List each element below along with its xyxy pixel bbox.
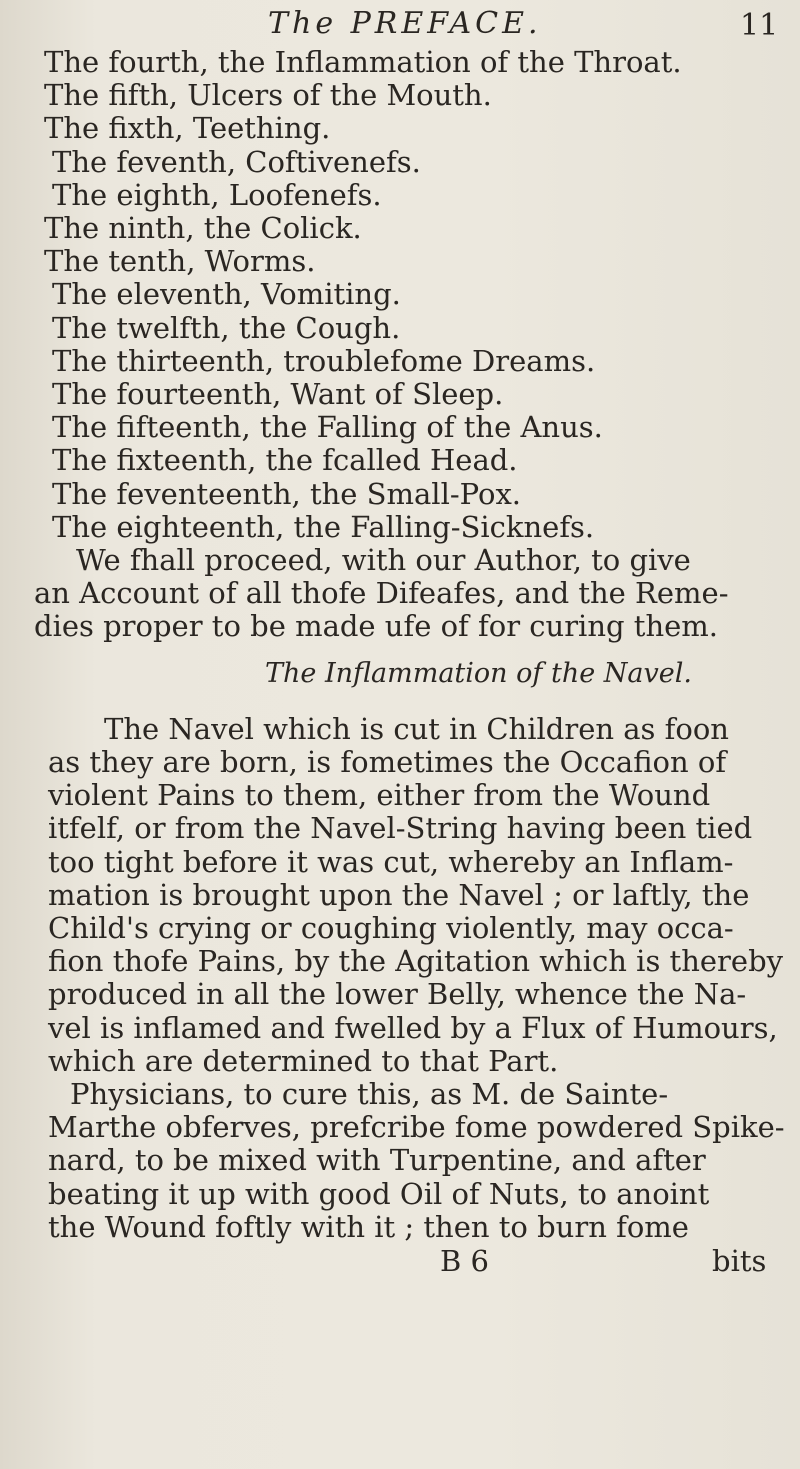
page-number: 11 [740,8,779,43]
text-line: vel is inflamed and fwelled by a Flux of Humours, [48,1010,778,1045]
list-item: The eleventh, Vomiting. [52,277,401,312]
text-line: which are determined to that Part. [48,1043,559,1078]
signature-mark: B 6 [440,1244,489,1278]
list-item: The ninth, the Colick. [44,211,362,245]
list-item: The fifth, Ulcers of the Mouth. [44,78,492,113]
text-line: nard, to be mixed with Turpentine, and after [48,1143,706,1178]
text-line: produced in all the lower Belly, whence the Na- [48,977,747,1012]
text-line: too tight before it was cut, whereby an Inflam- [48,844,734,879]
list-item: The fixteenth, the fcalled Head. [52,443,518,478]
list-item: The eighteenth, the Falling-Sicknefs. [52,509,595,544]
text-line: Physicians, to cure this, as M. de Sainte- [70,1077,669,1111]
list-item: The fifteenth, the Falling of the Anus. [52,410,603,445]
section-heading: The Inflammation of the Navel. [265,657,692,689]
list-item: The twelfth, the Cough. [52,310,401,345]
catchword: bits [712,1244,767,1278]
text-line: as they are born, is fometimes the Occafion of [48,745,727,779]
list-item: The eighth, Loofenefs. [52,177,382,212]
text-line: Child's crying or coughing violently, may occa- [48,911,734,945]
list-item: The fixth, Teething. [44,111,331,146]
text-line: beating it up with good Oil of Nuts, to anoint [48,1176,710,1211]
text-line: We fhall proceed, with our Author, to give [76,543,691,577]
text-line: itfelf, or from the Navel-String having been tied [48,811,753,846]
list-item: The tenth, Worms. [44,244,316,279]
running-head-title: The PREFACE. [268,6,542,41]
list-item: The thirteenth, troublefome Dreams. [52,343,596,378]
text-line: mation is brought upon the Navel ; or laftly, the [48,877,750,912]
text-line: the Wound foftly with it ; then to burn fome [48,1209,689,1244]
text-line: violent Pains to them, either from the Wound [48,778,711,813]
text-line: fion thofe Pains, by the Agitation which is thereby [48,944,784,979]
list-item: The feventh, Coftivenefs. [52,144,421,179]
running-head [0,6,800,46]
list-item: The feventeenth, the Small-Pox. [52,476,522,511]
text-line: an Account of all thofe Difeafes, and the Reme- [34,576,729,611]
text-line: The Navel which is cut in Children as foon [104,711,729,746]
text-line: Marthe obferves, prefcribe fome powdered Spike- [48,1110,785,1145]
list-item: The fourth, the Inflammation of the Throat. [44,45,682,79]
text-line: dies proper to be made ufe of for curing them. [34,609,719,644]
list-item: The fourteenth, Want of Sleep. [52,377,504,411]
